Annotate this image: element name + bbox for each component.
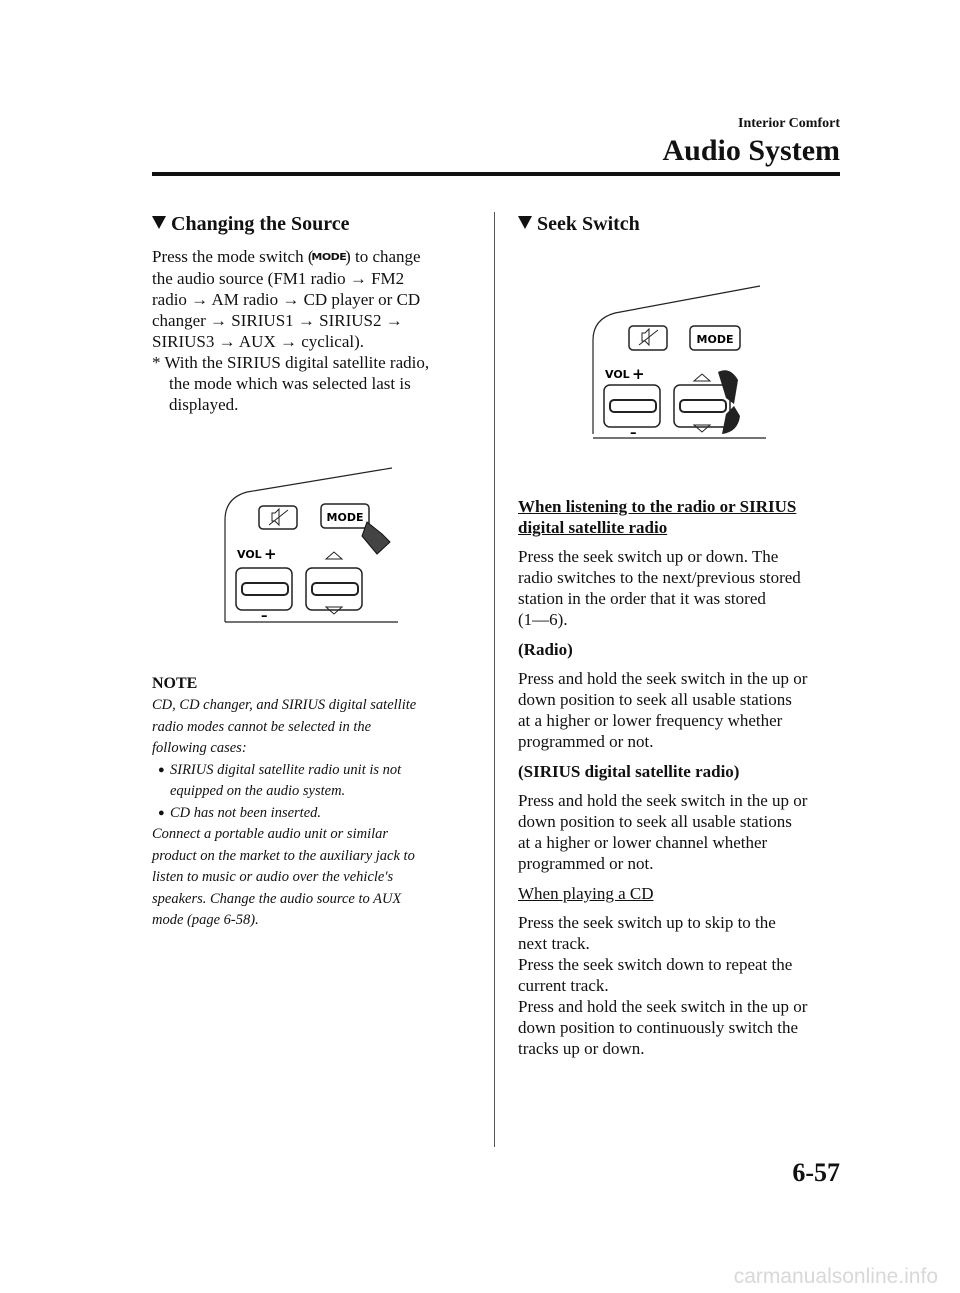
page-title: Audio System <box>662 134 840 167</box>
vol-plus: + <box>632 365 645 383</box>
column-divider <box>494 212 495 1147</box>
vol-minus: – <box>261 609 268 624</box>
page-number: 6-57 <box>792 1158 840 1187</box>
mode-switch-icon: MODE <box>311 252 347 263</box>
note-body: CD, CD changer, and SIRIUS digital satellite radio modes cannot be selected in the following cases: ● SIRIUS digital satellite radio unit is not equipped on the audio system. ● CD has not been inserted. Connect a portable audio unit or similar product on the market to the auxiliary jack to listen to music or audio over the vehicle's speakers. Change the audio source to AUX mode (page 6-58). <box>152 695 472 932</box>
mode-switch-figure <box>222 462 402 628</box>
seek-up-icon <box>694 374 710 381</box>
seek-switch-figure <box>590 284 770 444</box>
watermark: carmanualsonline.info <box>733 1265 938 1288</box>
heading-seek-switch: Seek Switch <box>518 213 640 236</box>
vol-label: VOL <box>605 368 630 381</box>
vol-label: VOL <box>237 548 262 561</box>
source-intro: Press the mode switch (MODE) to change the audio source (FM1 radio → FM2 radio → AM radio → CD player or CD changer → SIRIUS1 → SIRIUS2 → SIRIUS3 → AUX → cyclical). * With the SIRIUS digital satellite radio, the mode which was selected last is displayed. <box>152 247 430 414</box>
note-bullet: ● CD has not been inserted. <box>158 804 322 821</box>
header-rule <box>152 172 840 176</box>
seek-radio-section: When listening to the radio or SIRIUS digital satellite radio Press the seek switch up or down. The radio switches to the next/previous stored station in the order that it was stored (1―6). (Radio) Press and hold the seek switch in the up or down position to seek all usable stations at a higher or lower frequency whether programmed or not. (SIRIUS digital satellite radio) Press and hold the seek switch in the up or down position to seek all usable stations at a higher or lower channel whether programmed or not. When playing a CD Press the seek switch up to skip to the next track. Press the seek switch down to repeat the current track. Press and hold the seek switch in the up or down position to continuously switch the tracks up or down. <box>518 497 808 1058</box>
vol-plus: + <box>264 545 277 563</box>
heading-changing-source: Changing the Source <box>152 213 350 236</box>
note-title: NOTE <box>152 675 198 692</box>
seek-up-icon <box>326 552 342 559</box>
triangle-bullet-icon <box>152 216 166 229</box>
note-bullet: ● SIRIUS digital satellite radio unit is not equipped on the audio system. <box>158 761 402 799</box>
triangle-bullet-icon <box>518 216 532 229</box>
mode-label: MODE <box>326 511 364 524</box>
vol-minus: – <box>630 426 637 441</box>
pointing-hand-icon <box>362 522 390 554</box>
section-label: Interior Comfort <box>738 116 840 131</box>
mode-label: MODE <box>696 333 734 346</box>
